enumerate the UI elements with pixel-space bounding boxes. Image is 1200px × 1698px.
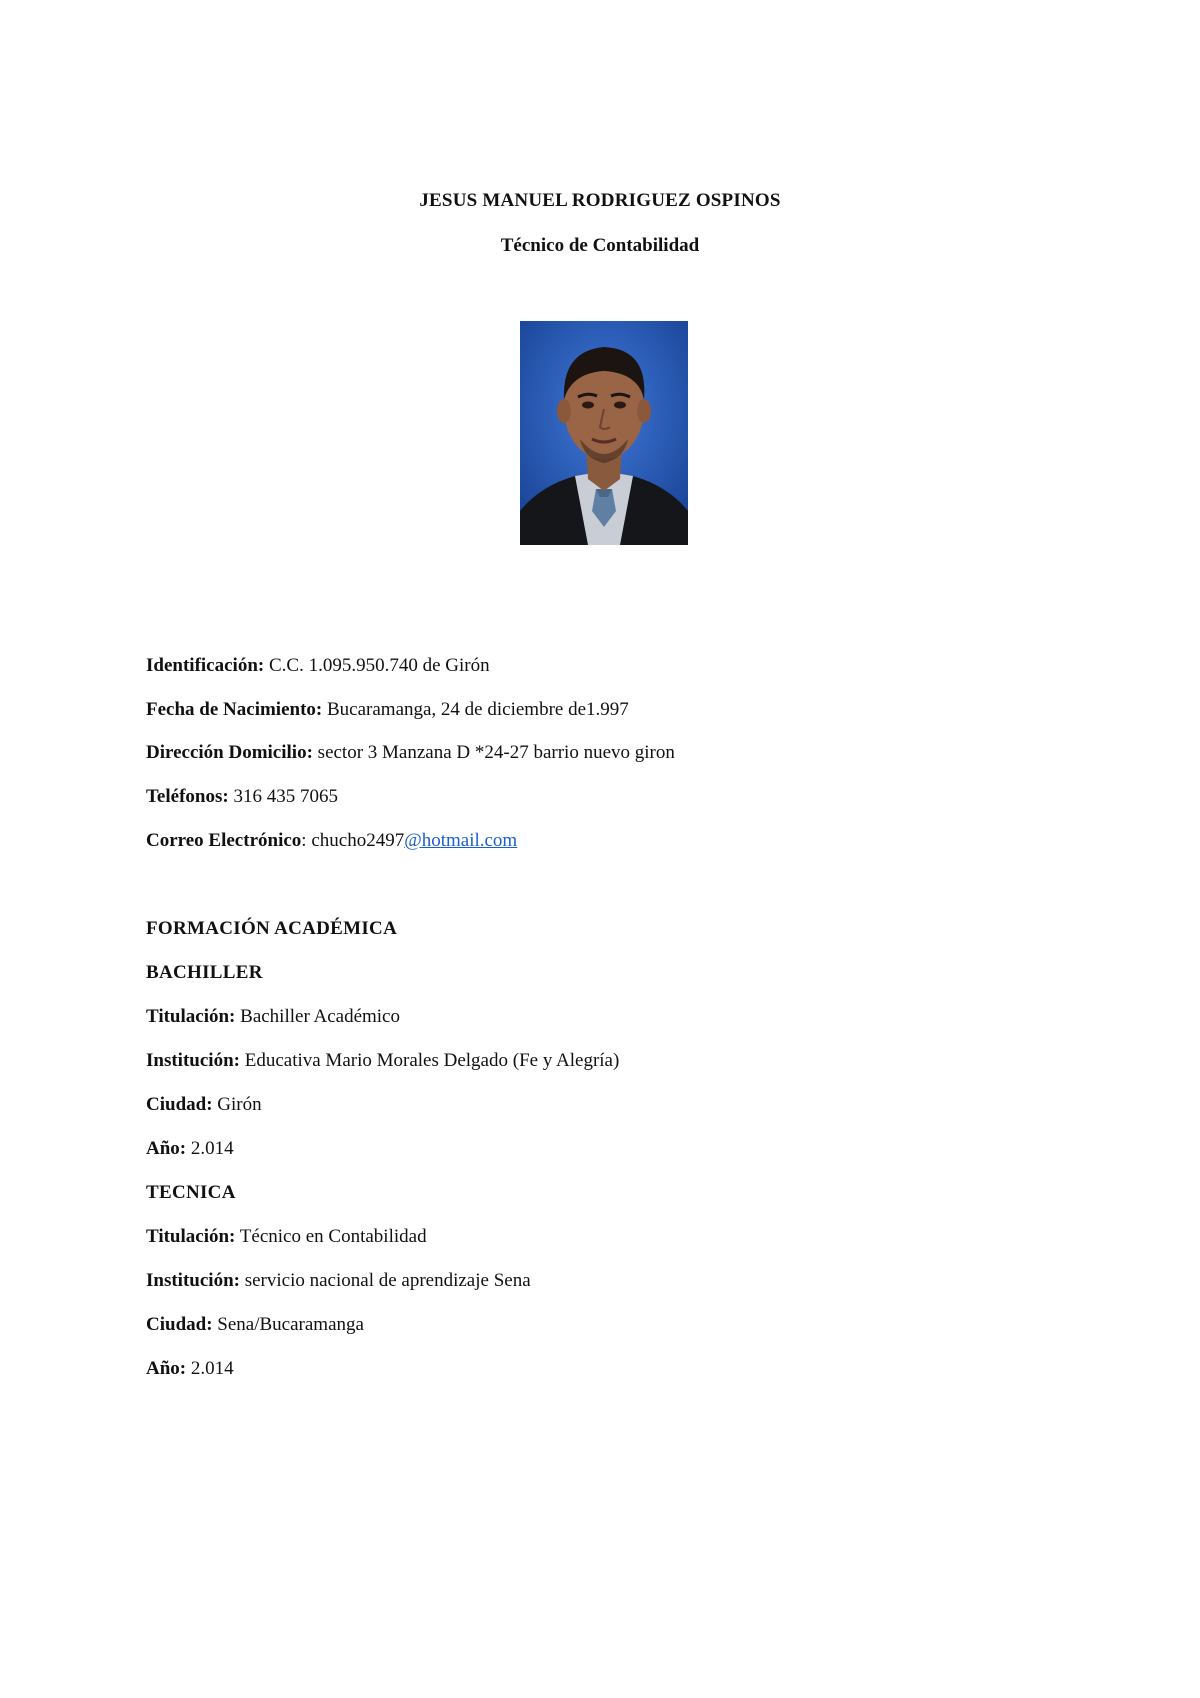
bachiller-year-value: 2.014 — [186, 1138, 234, 1159]
tecnica-degree-value: Técnico en Contabilidad — [235, 1226, 427, 1247]
bachiller-city-line — [146, 1093, 262, 1117]
tecnica-institution-value: servicio nacional de aprendizaje Sena — [239, 1270, 531, 1291]
tecnica-year-value: 2.014 — [186, 1358, 234, 1379]
tecnica-city-value: Sena/Bucaramanga — [212, 1314, 364, 1335]
phone-line — [146, 785, 338, 809]
tecnica-degree-line — [146, 1225, 427, 1249]
email-label: Correo Electrónico — [146, 830, 302, 851]
bachiller-degree-line — [146, 1005, 400, 1029]
bachiller-institution-line — [146, 1049, 619, 1073]
identification-line — [146, 654, 490, 678]
bachiller-degree-label: Titulación: — [146, 1006, 236, 1027]
tecnica-city-label: Ciudad: — [146, 1314, 213, 1335]
tecnica-city-line — [146, 1313, 364, 1337]
education-heading: FORMACIÓN ACADÉMICA — [146, 918, 398, 939]
bachiller-institution-value: Educativa Mario Morales Delgado (Fe y Alegría) — [239, 1050, 620, 1071]
tecnica-heading: TECNICA — [146, 1182, 236, 1203]
birth-value: Bucaramanga, 24 de diciembre de1.997 — [322, 699, 629, 720]
tecnica-year-line — [146, 1357, 234, 1381]
identification-label: Identificación: — [146, 655, 265, 676]
bachiller-year-line — [146, 1137, 234, 1161]
birth-label: Fecha de Nacimiento: — [146, 699, 323, 720]
bachiller-institution-label: Institución: — [146, 1050, 240, 1071]
address-line — [146, 741, 675, 765]
bachiller-city-value: Girón — [212, 1094, 262, 1115]
address-value: sector 3 Manzana D *24-27 barrio nuevo giron — [312, 742, 675, 763]
bachiller-degree-value: Bachiller Académico — [235, 1006, 400, 1027]
email-link[interactable]: @hotmail.com — [404, 830, 518, 851]
candidate-name: JESUS MANUEL RODRIGUEZ OSPINOS — [419, 190, 781, 211]
bachiller-year-label: Año: — [146, 1138, 187, 1159]
email-user: : chucho2497 — [301, 830, 405, 851]
tecnica-institution-line — [146, 1269, 531, 1293]
profile-photo — [520, 321, 688, 545]
tecnica-institution-label: Institución: — [146, 1270, 240, 1291]
tecnica-degree-label: Titulación: — [146, 1226, 236, 1247]
tecnica-year-label: Año: — [146, 1358, 187, 1379]
phone-value: 316 435 7065 — [228, 786, 338, 807]
identification-value: C.C. 1.095.950.740 de Girón — [264, 655, 490, 676]
bachiller-heading: BACHILLER — [146, 962, 263, 983]
phone-label: Teléfonos: — [146, 786, 229, 807]
email-line — [146, 829, 517, 853]
bachiller-city-label: Ciudad: — [146, 1094, 213, 1115]
birth-line — [146, 698, 629, 722]
address-label: Dirección Domicilio: — [146, 742, 313, 763]
candidate-title: Técnico de Contabilidad — [500, 235, 700, 256]
